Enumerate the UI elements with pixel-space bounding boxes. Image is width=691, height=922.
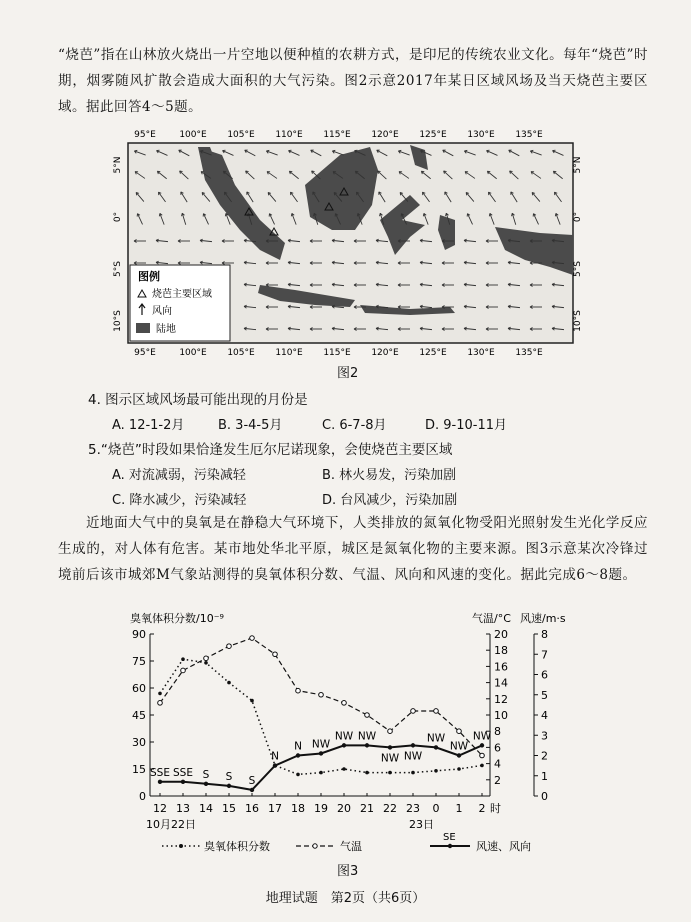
point-ozone [480,764,484,768]
legend-wind-sample: SE [443,832,456,843]
map-lat-label: 0° [113,211,123,223]
point-temp [250,636,255,641]
q4-option-c: C. 6-7-8月 [322,418,387,433]
ozone-tick-label: 45 [132,709,146,722]
legend-burn: 烧芭主要区域 [152,289,212,300]
point-temp [273,652,278,657]
point-ozone [342,767,346,771]
point-ozone [158,692,162,696]
map-lon-label: 130°E [467,130,495,140]
legend-ozone: 臭氧体积分数 [204,840,270,853]
map-lat-label: 10°S [573,310,583,332]
map-lat-labels-right [573,157,583,332]
intro2-paragraph: 近地面大气中的臭氧是在静稳大气环境下，人类排放的氮氧化物受阳光照射发生光化学反应生成的，对人体有危害。某市地处华北平原，城区是氮氧化物的主要来源。图3示意某次冷锋过境前后该市城郊M气象站测得的臭氧体积分数、气温、风向和风速的变化。据此完成6～8题。 [58,515,648,583]
point-ozone [434,769,438,773]
point-ozone [411,771,415,775]
ozone-tick-label: 60 [132,682,146,695]
ozone-tick-label: 90 [132,628,146,641]
x-tick-label: 2 [478,802,486,815]
wind-tick-label: 2 [541,749,548,763]
ozone-tick-label: 0 [139,790,146,803]
map-lat-label: 10°S [113,310,123,332]
temp-tick-label: 6 [494,741,501,755]
wind-direction-label: NW [472,730,492,743]
x-tick-label: 13 [176,802,190,815]
temp-tick-label: 2 [494,773,501,787]
point-wind [250,788,254,792]
point-ozone [296,773,300,777]
q4-option-b: B. 3-4-5月 [218,418,283,433]
point-temp [480,753,485,758]
x-tick-label: 17 [268,802,282,815]
wind-direction-label: N [271,750,279,763]
point-wind [158,780,162,784]
intro-paragraph: “烧芭”指在山林放火烧出一片空地以便种植的农耕方式，是印尼的传统农业文化。每年“烧芭”时期，烟雾随风扩散会造成大面积的大气污染。图2示意2017年某日区域风场及当天烧芭主要区域。据此回答4～5题。 [58,47,648,115]
chart-legend [162,832,531,853]
map-lon-label: 110°E [275,348,303,358]
wind-direction-label: NW [426,732,446,745]
q5-option-a: A. 对流减弱，污染减轻 [112,468,246,483]
point-wind [296,753,300,757]
temp-tick-label: 8 [494,725,501,739]
point-wind [342,743,346,747]
point-temp [457,729,462,734]
map-lat-label: 5°N [573,156,583,174]
wind-tick-label: 8 [541,628,548,641]
point-wind [365,743,369,747]
series-line-ozone [160,659,482,774]
wind-tick-label: 1 [541,769,548,783]
point-wind [480,743,484,747]
wind-tick-label: 3 [541,729,548,743]
wind-direction-label: SSE [173,766,193,779]
temp-axis-label: 气温/°C [472,612,511,625]
ozone-tick-label: 75 [132,655,146,668]
point-temp [434,709,439,714]
wind-direction-label: NW [449,740,469,753]
map-lon-label: 105°E [227,348,255,358]
point-wind [434,745,438,749]
point-wind [227,784,231,788]
point-ozone [181,657,185,661]
x-tick-label: 18 [291,802,305,815]
map-lon-label: 115°E [323,348,351,358]
x-tick-label: 1 [455,802,463,815]
point-temp [365,713,370,718]
point-wind [181,780,185,784]
q5-option-b: B. 林火易发，污染加剧 [322,468,457,483]
map-legend [130,265,230,341]
map-lon-label: 105°E [227,130,255,140]
chart-series [150,636,492,792]
point-temp [388,729,393,734]
map-lon-label: 130°E [467,348,495,358]
map-lon-label: 95°E [134,130,156,140]
legend-temp: 气温 [340,840,362,853]
wind-tick-label: 6 [541,668,548,682]
q4-stem: 4. 图示区域风场最可能出现的月份是 [88,392,308,408]
wind-direction-label: S [248,774,256,787]
point-temp [204,656,209,661]
x-tick-label: 21 [360,802,374,815]
wind-tick-label: 7 [541,648,548,662]
legend-wind: 风速、风向 [476,840,531,853]
wind-direction-label: NW [403,750,423,763]
point-ozone [457,767,461,771]
page-footer: 地理试题 第2页（共6页） [265,891,426,906]
point-ozone [250,699,254,703]
wind-map [110,125,590,360]
chart-caption: 图3 [337,864,359,879]
point-ozone [319,771,323,775]
temp-tick-label: 18 [494,644,508,658]
ozone-tick-label: 15 [132,763,146,776]
map-lon-label: 95°E [134,348,156,358]
ozone-chart [120,608,570,860]
map-lon-label: 135°E [515,130,543,140]
wind-direction-label: NW [357,730,377,743]
legend-wind: 风向 [152,306,172,317]
land-legend-icon [136,323,150,333]
ozone-tick-label: 30 [132,736,146,749]
x-tick-label: 22 [383,802,397,815]
map-lon-labels-top [134,130,543,140]
map-lat-labels-left [113,157,123,332]
q4-option-d: D. 9-10-11月 [425,418,508,433]
wind-direction-label: S [202,768,210,781]
point-wind [388,745,392,749]
point-ozone [365,771,369,775]
point-temp [296,688,301,693]
map-lat-label: 5°S [573,261,583,277]
x-tick-label: 14 [199,802,213,815]
point-wind [204,782,208,786]
wind-tick-label: 0 [541,790,548,803]
point-ozone [227,681,231,685]
x-tick-label: 0 [432,802,440,815]
map-lon-label: 120°E [371,348,399,358]
q5-option-d: D. 台风减少，污染加剧 [322,493,458,508]
x-suffix: 时 [490,802,501,815]
map-lat-label: 5°S [113,261,123,277]
wind-tick-label: 4 [541,709,548,722]
x-tick-label: 23 [406,802,420,815]
temp-tick-label: 16 [494,660,508,674]
q5-option-c: C. 降水减少，污染减轻 [112,493,247,508]
map-lon-label: 125°E [419,348,447,358]
map-lon-label: 125°E [419,130,447,140]
ozone-axis-label: 臭氧体积分数/10⁻⁹ [130,612,224,625]
wind-axis-label: 风速/m·s [520,612,566,625]
legend-land: 陆地 [156,324,176,335]
temp-tick-label: 12 [494,692,508,706]
temp-tick-label: 4 [494,757,501,771]
x-tick-label: 15 [222,802,236,815]
wind-tick-label: 5 [541,688,548,702]
point-temp [319,692,324,697]
q5-stem: 5.“烧芭”时段如果恰逢发生厄尔尼诺现象，会使烧芭主要区域 [88,442,453,458]
point-temp [411,709,416,714]
x-tick-label: 19 [314,802,328,815]
point-temp [227,644,232,649]
map-lon-label: 120°E [371,130,399,140]
x-tick-label: 16 [245,802,259,815]
wind-direction-label: NW [334,730,354,743]
point-wind [411,743,415,747]
point-wind [319,751,323,755]
temp-tick-label: 20 [494,628,508,641]
map-caption: 图2 [337,366,359,381]
point-wind [273,763,277,767]
q4-option-a: A. 12-1-2月 [112,418,185,433]
point-temp [342,701,347,706]
date-label: 23日 [409,818,434,831]
temp-tick-label: 14 [494,676,508,690]
wind-direction-label: SSE [150,766,170,779]
map-lon-label: 115°E [323,130,351,140]
wind-direction-label: NW [311,738,331,751]
point-temp [158,701,163,706]
point-ozone [204,661,208,665]
x-tick-label: 20 [337,802,351,815]
point-wind [457,753,461,757]
x-tick-label: 12 [153,802,167,815]
map-lat-label: 0° [573,211,583,223]
wind-direction-label: N [294,740,302,753]
map-lat-label: 5°N [113,156,123,174]
map-lon-label: 135°E [515,348,543,358]
date-label: 10月22日 [146,818,196,831]
map-lon-label: 110°E [275,130,303,140]
point-ozone [388,771,392,775]
map-lon-label: 100°E [179,348,207,358]
point-temp [181,668,186,673]
legend-title: 图例 [138,270,160,283]
map-lon-label: 100°E [179,130,207,140]
wind-direction-label: S [225,770,233,783]
temp-tick-label: 10 [494,709,508,722]
map-lon-labels-bottom [134,348,543,358]
wind-direction-label: NW [380,752,400,765]
